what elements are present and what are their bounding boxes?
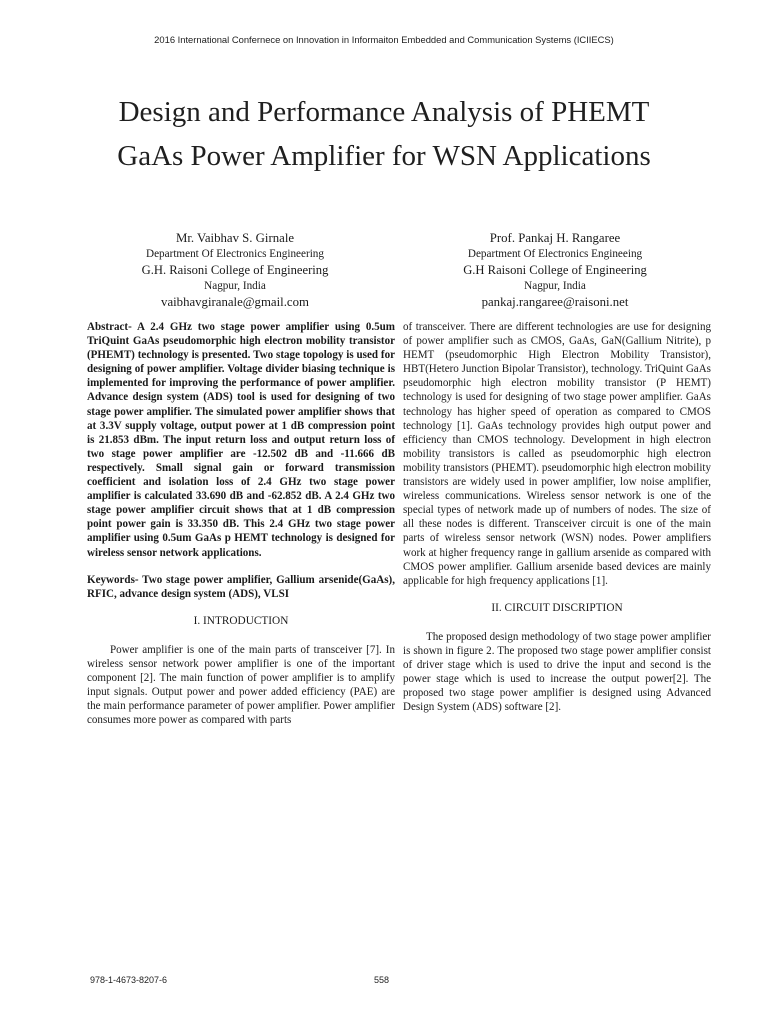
conference-header: 2016 International Confernece on Innovation in Informaiton Embedded and Communication Systems (ICIIECS) — [154, 34, 614, 45]
abstract: Abstract- A 2.4 GHz two stage power amplifier using 0.5um TriQuint GaAs pseudomorphic high electron mobility transistor (PHEMT) technology is presented. Two stage topology is used for designing of power amplifier. Voltage divider biasing technique is implemented for improving the performance of power amplifier. Advance design system (ADS) tool is used for designing of two stage power amplifier. The simulated power amplifier shows that at 3.3V supply voltage, output power at 1 dB compression point is 21.853 dBm. The input return loss and output return loss of two stage power amplifier are -12.502 dB and -11.666 dB respectively. Small signal gain or forward transmission coefficient and isolation loss of 2.4 GHz two stage power amplifier is calculated 33.690 dB and -62.852 dB. A 2.4 GHz two stage power amplifier circuit shows that at 1 dB compression point power gain is 33.350 dB. This 2.4 GHz two stage power amplifier using 0.5um GaAs p HEMT technology is designed for wireless sensor network applications. — [87, 321, 395, 559]
section-heading-circuit-description: II. CIRCUIT DISCRIPTION — [491, 601, 623, 614]
right-column — [403, 320, 711, 714]
section-heading-introduction: I. INTRODUCTION — [193, 614, 289, 627]
paper-title-line-2: GaAs Power Amplifier for WSN Applications — [117, 140, 651, 172]
author-department: Department Of Electronics Engineering — [145, 248, 324, 260]
paper-title — [60, 90, 708, 178]
author-name: Prof. Pankaj H. Rangaree — [489, 231, 621, 245]
author-block-2 — [400, 230, 710, 310]
author-college: G.H. Raisoni College of Engineering — [141, 263, 329, 277]
author-college: G.H Raisoni College of Engineering — [463, 263, 647, 277]
author-city: Nagpur, India — [204, 280, 266, 292]
circuit-description-paragraph: The proposed design methodology of two stage power amplifier is shown in figure 2. The proposed two stage power amplifier consist of driver stage which is used to drive the input and second is the power stage which is used to increase the output power[2]. The proposed two stage power amplifier is designed using Advanced Design System (ADS) software [2]. — [403, 630, 711, 714]
introduction-paragraph-continued: of transceiver. There are different technologies are use for designing of power amplifier such as CMOS, GaAs, GaN(Gallium Nitrite), p HEMT (pseudomorphic High Electron Mobility Transistor), HBT(Hetero Junction Bipolar Transistor), technology. TriQuint GaAs pseudomorphic high electron mobility transistor (P HEMT) technology is used for designing of two stage power amplifier. GaAs technology has higher speed of operation as compared to CMOS technology [1]. GaAs technology provides high output power and efficiency than CMOS technology. Development in high electron mobility transistors is called as pseudomorphic high electron mobility transistors (PHEMT). pseudomorphic high electron mobility transistors are widely used in power amplifier, low noise amplifier, wireless communications. Wireless sensor network is one of the special types of network made up of numbers of nodes. The size of all these nodes is different. Transceiver circuit is one of the main parts of wireless sensor network (WSN) nodes. Power amplifiers work at higher frequency range in gallium arsenide as compared with CMOS power amplifier. Gallium arsenide based devices are mainly applicable for high frequency applications [1]. — [403, 321, 711, 587]
keywords: Keywords- Two stage power amplifier, Gallium arsenide(GaAs), RFIC, advance design system (ADS), VLSI — [87, 573, 395, 600]
footer-isbn: 978-1-4673-8207-6 — [90, 975, 168, 985]
paper-title-line-1: Design and Performance Analysis of PHEMT — [118, 96, 650, 128]
author-block-1 — [90, 230, 380, 310]
author-name: Mr. Vaibhav S. Girnale — [175, 231, 295, 245]
author-city: Nagpur, India — [524, 280, 586, 292]
author-department: Department Of Electronics Engineeing — [467, 248, 643, 260]
left-column — [87, 320, 395, 727]
introduction-paragraph: Power amplifier is one of the main parts of transceiver [7]. In wireless sensor network power amplifier is one of the important component [2]. The main function of power amplifier is to amplify input signals. Output power and power added efficiency (PAE) are the main performance parameter of power amplifier. Power amplifier consumes more power as compared with parts — [87, 643, 395, 727]
author-email: vaibhavgiranale@gmail.com — [161, 295, 309, 309]
page-number: 558 — [374, 975, 390, 985]
author-email: pankaj.rangaree@raisoni.net — [481, 295, 629, 309]
